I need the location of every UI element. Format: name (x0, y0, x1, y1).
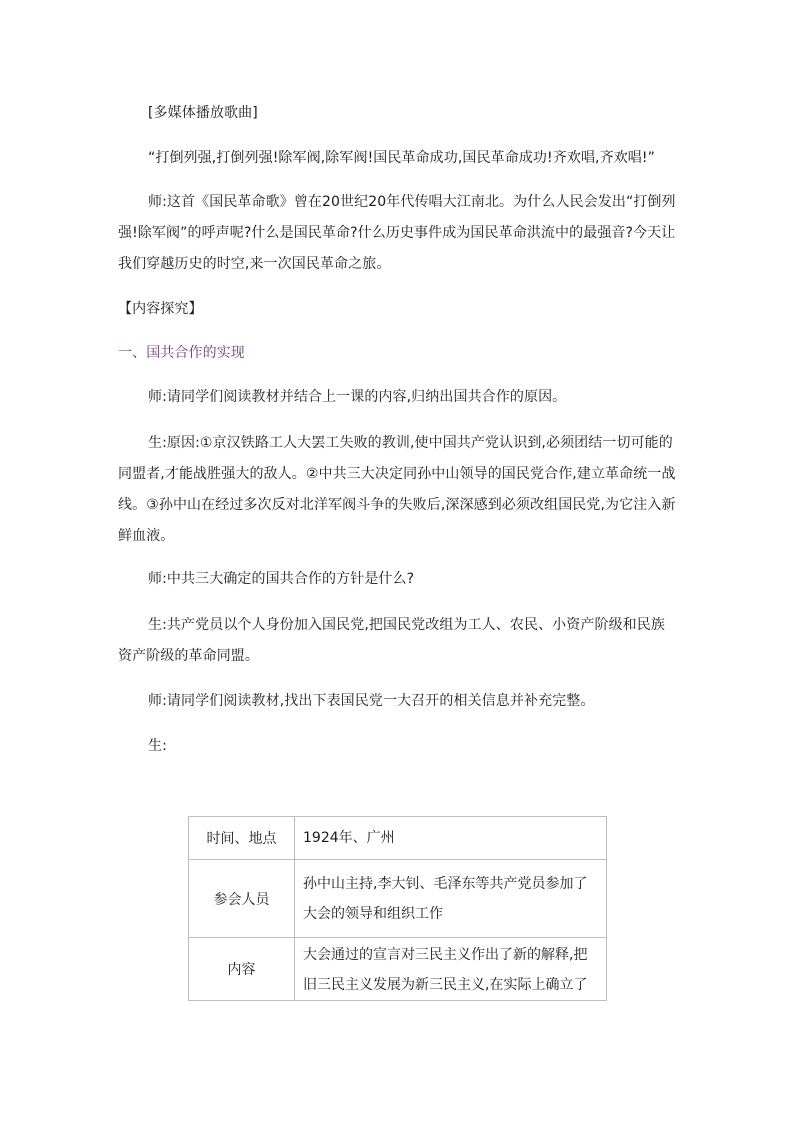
table-row (189, 817, 607, 860)
student-answer-1: 生:原因:①京汉铁路工人大罢工失败的教训,使中国共产党认识到,必须团结一切可能的同盟者,才能战胜强大的敌人。②中共三大决定同孙中山领导的国民党合作,建立革命统一战线。③孙中山在经过多次反对北洋军阀斗争的失败后,深深感到必须改组国民党,为它注入新鲜血液。 (118, 435, 676, 544)
table-row (189, 860, 607, 938)
table-label-cell: 内容 (189, 938, 295, 1001)
section-heading: 【内容探究】 (118, 301, 203, 317)
subsection-title: 一、国共合作的实现 (118, 345, 245, 361)
teacher-intro: 师:这首《国民革命歌》曾在20世纪20年代传唱大江南北。为什么人民会发出“打倒列强!除军阀”的呼声呢?什么是国民革命?什么历史事件成为国民革命洪流中的最强音?今天让我们穿越历史的时空,来一次国民革命之旅。 (118, 194, 676, 272)
teacher-question-1: 师:请同学们阅读教材并结合上一课的内容,归纳出国共合作的原因。 (148, 389, 567, 405)
student-answer-2: 生:共产党员以个人身份加入国民党,把国民党改组为工人、农民、小资产阶级和民族资产阶级的革命同盟。 (118, 617, 665, 664)
table-value-cell: 1924年、广州 (295, 817, 607, 860)
teacher-question-2: 师:中共三大确定的国共合作的方针是什么? (148, 571, 415, 587)
song-lyrics: “打倒列强,打倒列强!除军阀,除军阀!国民革命成功,国民革命成功!齐欢唱,齐欢唱!” (148, 150, 655, 166)
table-row (189, 938, 607, 1001)
table-label-cell: 参会人员 (189, 860, 295, 938)
table-label-cell: 时间、地点 (189, 817, 295, 860)
table-value-cell: 孙中山主持,李大钊、毛泽东等共产党员参加了大会的领导和组织工作 (295, 860, 607, 938)
congress-info-table (188, 816, 607, 1001)
media-note: [多媒体播放歌曲] (148, 105, 258, 121)
teacher-question-3: 师:请同学们阅读教材,找出下表国民党一大召开的相关信息并补充完整。 (148, 693, 595, 709)
student-answer-3: 生: (148, 738, 167, 754)
table-value-cell: 大会通过的宣言对三民主义作出了新的解释,把旧三民主义发展为新三民主义,在实际上确立了 (295, 938, 607, 1001)
